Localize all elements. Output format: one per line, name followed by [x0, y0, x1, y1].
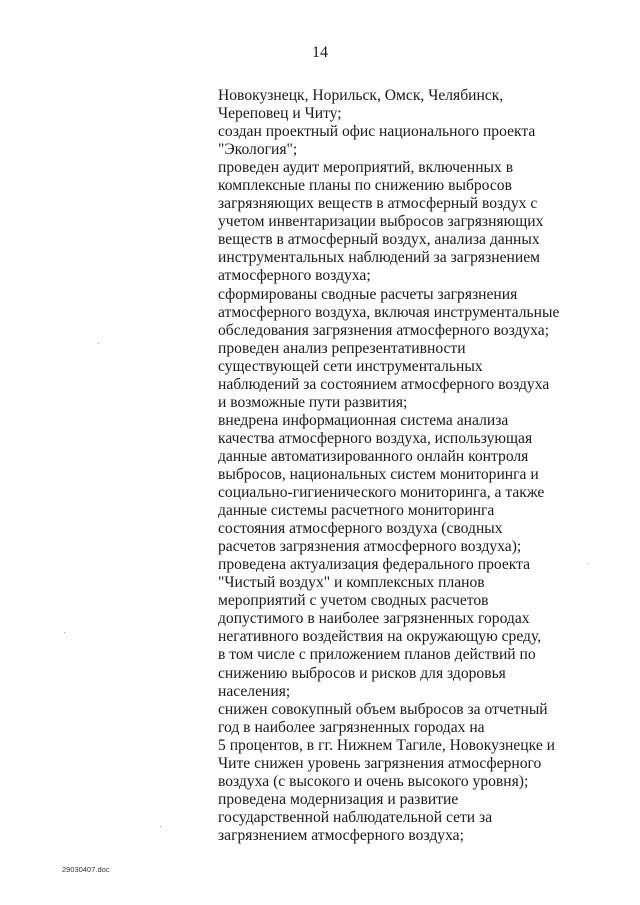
text-line: атмосферного воздуха, включая инструментальные — [218, 303, 560, 321]
text-line: создан проектный офис национального проекта — [218, 123, 536, 141]
text-line: внедрена информационная система анализа — [218, 411, 509, 429]
page-number: 14 — [312, 44, 328, 61]
text-line: учетом инвентаризации выбросов загрязняющих — [218, 213, 544, 231]
body-text — [218, 87, 638, 845]
text-line: загрязняющих веществ в атмосферный воздух с — [218, 195, 538, 213]
text-line: год в наиболее загрязненных городах на — [218, 718, 485, 736]
text-line: государственной наблюдательной сети за — [218, 808, 493, 826]
text-line: расчетов загрязнения атмосферного воздуха); — [218, 538, 522, 556]
text-line: в том числе с приложением планов действий по — [218, 646, 536, 664]
text-line: снижен совокупный объем выбросов за отчетный — [218, 700, 548, 718]
scan-speck — [588, 563, 589, 564]
text-line: допустимого в наиболее загрязненных городах — [218, 610, 530, 628]
text-line: воздуха (с высокого и очень высокого уровня); — [218, 772, 529, 790]
text-line: населения; — [218, 682, 291, 700]
text-line: Чите снижен уровень загрязнения атмосферного — [218, 754, 542, 772]
text-line: существующей сети инструментальных — [218, 357, 483, 375]
text-line: проведен аудит мероприятий, включенных в — [218, 159, 514, 177]
text-line: мероприятий с учетом сводных расчетов — [218, 592, 489, 610]
text-line: качества атмосферного воздуха, использующая — [218, 429, 533, 447]
text-line: загрязнением атмосферного воздуха; — [218, 826, 464, 844]
scan-speck — [98, 343, 99, 344]
text-line: Новокузнецк, Норильск, Омск, Челябинск, — [218, 87, 504, 104]
text-line: проведена актуализация федерального проекта — [218, 556, 531, 574]
text-line: "Экология"; — [218, 141, 298, 159]
footer-filename: 29030407.doc — [62, 865, 110, 874]
text-line: наблюдений за состоянием атмосферного воздуха — [218, 375, 550, 393]
scan-speck — [64, 632, 65, 633]
text-line: Череповец и Читу; — [218, 105, 342, 123]
text-line: веществ в атмосферный воздух, анализа данных — [218, 231, 540, 249]
text-line: атмосферного воздуха; — [218, 267, 371, 285]
text-line: проведен анализ репрезентативности — [218, 339, 466, 357]
text-line: инструментальных наблюдений за загрязнением — [218, 249, 540, 267]
text-line: проведена модернизация и развитие — [218, 790, 459, 808]
text-line: состояния атмосферного воздуха (сводных — [218, 520, 503, 538]
text-line: данные системы расчетного мониторинга — [218, 502, 495, 520]
text-line: комплексные планы по снижению выбросов — [218, 177, 512, 195]
text-line: выбросов, национальных систем мониторинга и — [218, 465, 539, 483]
text-line: социально-гигиенического мониторинга, а также — [218, 484, 545, 502]
text-line: и возможные пути развития; — [218, 393, 408, 411]
text-line: "Чистый воздух" и комплексных планов — [218, 574, 485, 592]
text-line: негативного воздействия на окружающую среду, — [218, 628, 542, 646]
scan-speck — [160, 826, 161, 827]
text-line: снижению выбросов и рисков для здоровья — [218, 664, 506, 682]
text-line: данные автоматизированного онлайн контроля — [218, 447, 529, 465]
text-line: сформированы сводные расчеты загрязнения — [218, 285, 518, 303]
text-line: 5 процентов, в гг. Нижнем Тагиле, Новокузнецке и — [218, 736, 556, 754]
text-line: обследования загрязнения атмосферного воздуха; — [218, 321, 550, 339]
